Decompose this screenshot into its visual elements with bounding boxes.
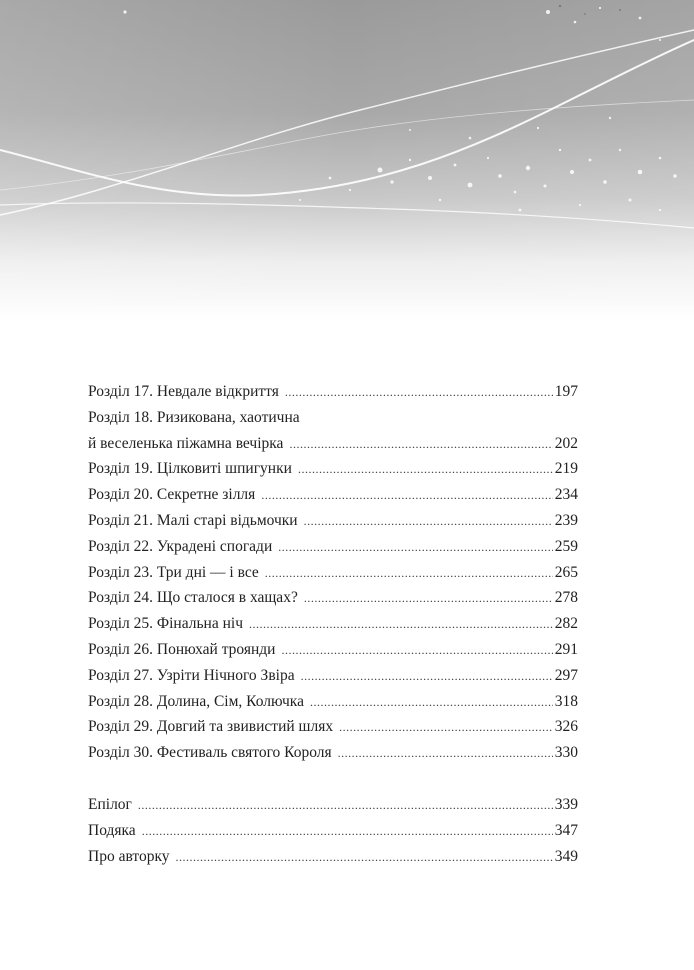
- toc-leader-dots: [176, 845, 553, 871]
- toc-entry[interactable]: [88, 611, 578, 637]
- toc-leader-dots: [285, 380, 553, 406]
- toc-entry[interactable]: [88, 405, 578, 431]
- toc-entry-page: 318: [554, 692, 578, 710]
- toc-entry[interactable]: [88, 379, 578, 405]
- toc-entry[interactable]: [88, 560, 578, 586]
- toc-entry-title: Розділ 24. Що сталося в хащах?: [88, 589, 298, 607]
- toc-entry-title: Про авторку: [88, 847, 170, 865]
- toc-entry-page: 259: [554, 537, 578, 555]
- toc-entry-title: Розділ 21. Малі старі відьмочки: [88, 511, 298, 529]
- decorative-header-art: [0, 0, 694, 320]
- toc-leader-dots: [142, 819, 553, 845]
- toc-entry[interactable]: [88, 844, 578, 870]
- toc-entry[interactable]: [88, 689, 578, 715]
- toc-leader-dots: [281, 638, 552, 664]
- toc-entry[interactable]: [88, 482, 578, 508]
- toc-leader-dots: [278, 535, 553, 561]
- toc-entry-title: Розділ 20. Секретне зілля: [88, 486, 256, 504]
- toc-entry-title: Епілог: [88, 795, 132, 813]
- toc-entry[interactable]: [88, 740, 578, 766]
- toc-entry[interactable]: [88, 585, 578, 611]
- toc-entry-page: 265: [554, 563, 578, 581]
- toc-leader-dots: [304, 509, 553, 535]
- toc-leader-dots: [298, 457, 553, 483]
- toc-entry-title: Розділ 23. Три дні — і все: [88, 563, 259, 581]
- toc-entry-page: 239: [554, 511, 578, 529]
- toc-entry[interactable]: [88, 663, 578, 689]
- toc-entry-page: 339: [554, 795, 578, 813]
- toc-entry-page: 297: [554, 666, 578, 684]
- toc-entry-title: Розділ 30. Фестиваль святого Короля: [88, 744, 332, 762]
- toc-entry-title: Розділ 26. Понюхай троянди: [88, 640, 276, 658]
- toc-entry-page: 330: [554, 744, 578, 762]
- toc-leader-dots: [338, 741, 553, 767]
- toc-leader-dots: [304, 586, 553, 612]
- toc-entry-title: Розділ 28. Долина, Сім, Колючка: [88, 692, 304, 710]
- toc-entry-page: 219: [554, 460, 578, 478]
- toc-entry-title: Розділ 18. Ризикована, хаотична: [88, 408, 300, 426]
- toc-entry-title: й веселенька піжамна вечірка: [88, 434, 284, 452]
- toc-entry-title: Розділ 25. Фінальна ніч: [88, 615, 243, 633]
- toc-leader-dots: [289, 432, 552, 458]
- toc-entry-title: Розділ 17. Невдале відкриття: [88, 383, 279, 400]
- toc-entry-page: 291: [554, 640, 578, 658]
- toc-entry-title: Розділ 27. Узріти Нічного Звіра: [88, 666, 295, 684]
- toc-entry-page: 349: [554, 847, 578, 865]
- toc-entry-title: Розділ 19. Цілковиті шпигунки: [88, 460, 292, 478]
- toc-entry[interactable]: [88, 431, 578, 457]
- toc-entry-title: Розділ 22. Украдені спогади: [88, 537, 273, 555]
- toc-leader-dots: [249, 612, 553, 638]
- toc-leader-dots: [265, 561, 553, 587]
- toc-entry-page: 282: [554, 615, 578, 633]
- toc-entry[interactable]: [88, 534, 578, 560]
- toc-entry[interactable]: [88, 714, 578, 740]
- toc-entry-page: 278: [554, 589, 578, 607]
- toc-leader-dots: [310, 690, 553, 716]
- toc-entry-page: 326: [554, 718, 578, 736]
- toc-leader-dots: [138, 793, 553, 819]
- toc-entry-title: Розділ 29. Довгий та звивистий шлях: [88, 718, 334, 736]
- toc-entry-title: Подяка: [88, 821, 136, 839]
- section-spacer: [88, 766, 578, 792]
- toc-entry[interactable]: [88, 818, 578, 844]
- toc-entry[interactable]: [88, 637, 578, 663]
- toc-leader-dots: [339, 715, 553, 741]
- toc-entry-page: 234: [554, 486, 578, 504]
- toc-leader-dots: [301, 664, 553, 690]
- toc-entry[interactable]: [88, 792, 578, 818]
- toc-entry[interactable]: [88, 456, 578, 482]
- toc-entry-page: 197: [554, 383, 578, 400]
- toc-entry-page: 202: [554, 434, 578, 452]
- toc-entry[interactable]: [88, 508, 578, 534]
- toc-entry-page: 347: [554, 821, 578, 839]
- toc-leader-dots: [261, 483, 552, 509]
- table-of-contents: [88, 379, 578, 869]
